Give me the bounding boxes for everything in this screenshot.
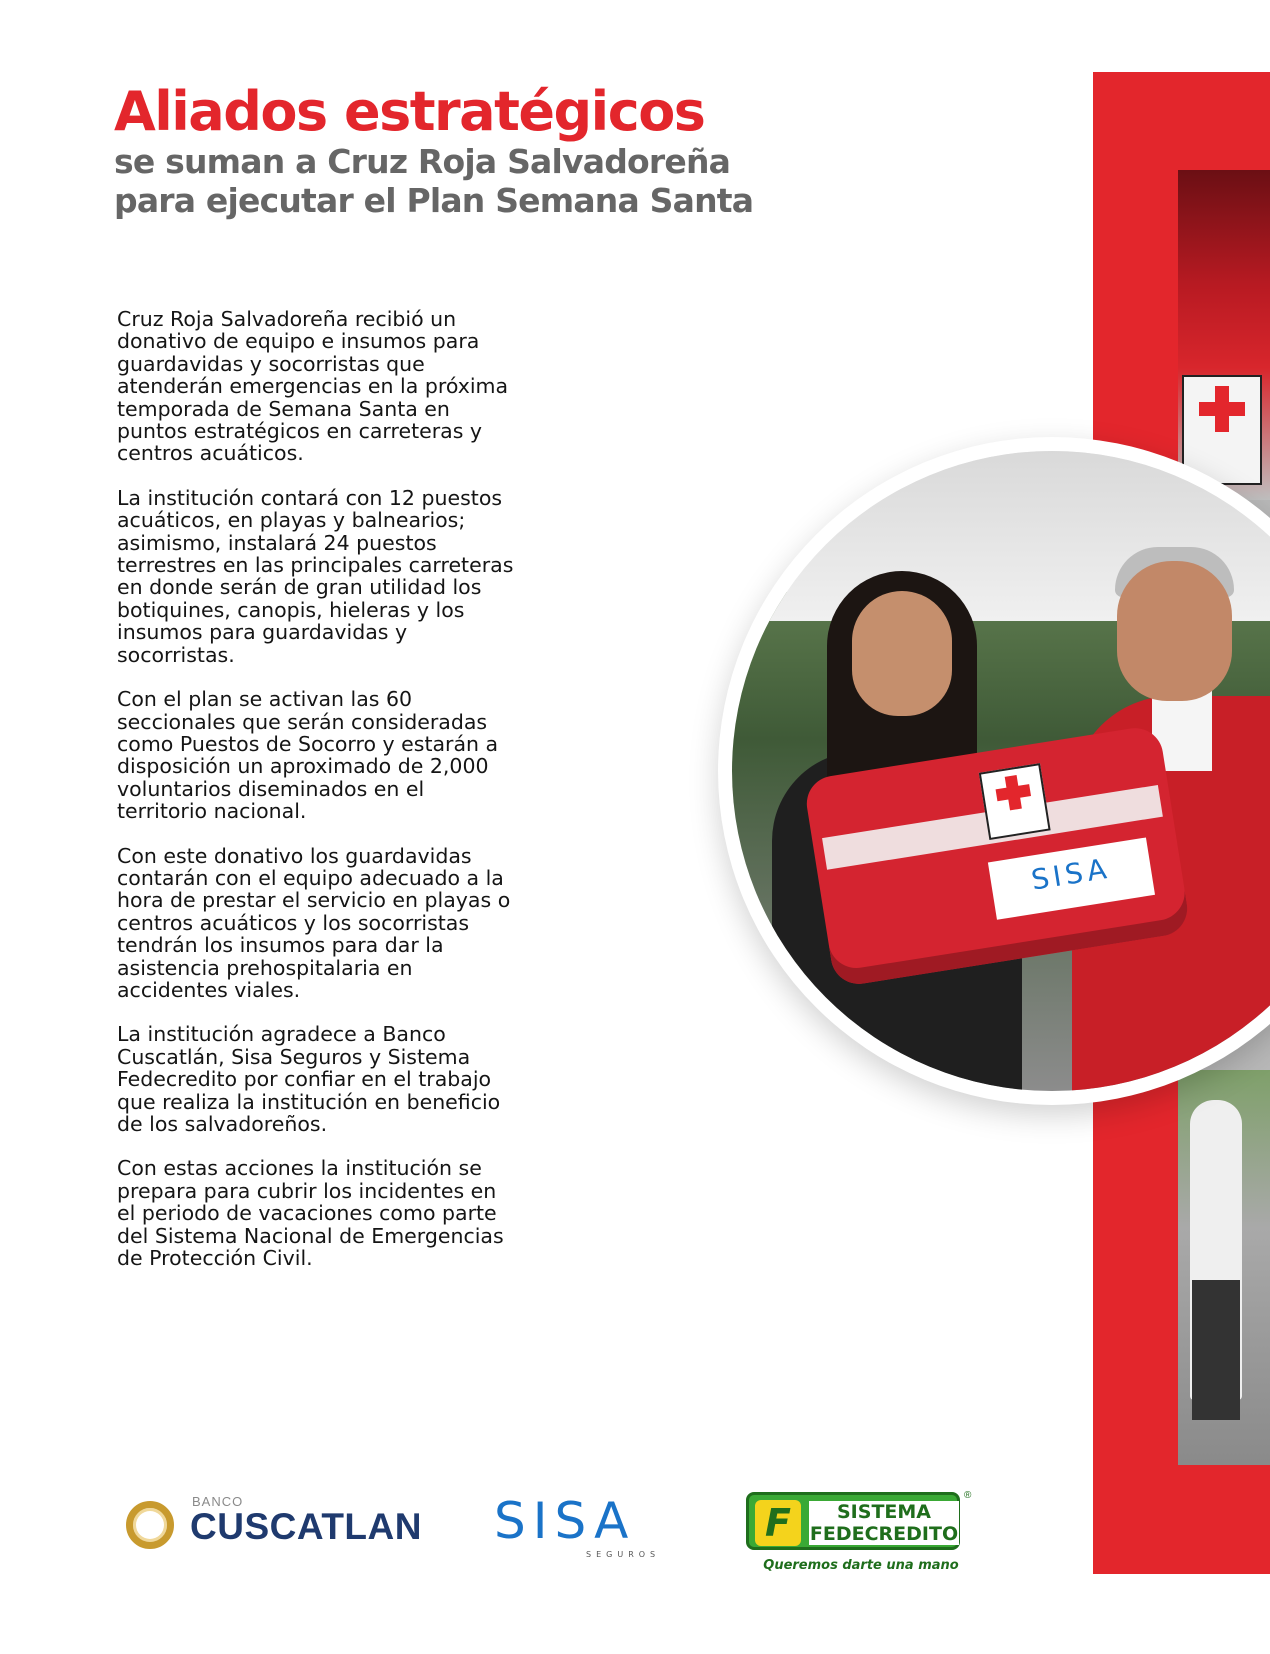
article-body <box>117 308 517 1291</box>
donation-photo-frame <box>718 437 1270 1105</box>
sponsor-logos <box>110 1480 990 1590</box>
sisa-subtext: SEGUROS <box>586 1550 661 1559</box>
fedecredito-line-2: FEDECREDITO <box>809 1523 959 1545</box>
cuscatlan-wordmark: CUSCATLAN <box>190 1506 422 1547</box>
article-paragraph: Con el plan se activan las 60 seccionales que serán consideradas como Puestos de Socorro y estarán a disposición un aproximado de 2,000 voluntarios diseminados en el territorio nacional. <box>117 687 499 824</box>
article-paragraph: La institución agradece a Banco Cuscatlán, Sisa Seguros y Sistema Fedecredito por confiar en el trabajo que realiza la institución en beneficio de los salvadoreños. <box>117 1022 501 1136</box>
registered-icon: ® <box>964 1490 972 1501</box>
photo-woman-face <box>852 591 952 716</box>
page-subtitle-line-2: para ejecutar el Plan Semana Santa <box>114 181 754 220</box>
page-title: Aliados estratégicos <box>114 80 705 143</box>
article-paragraph: La institución contará con 12 puestos acuáticos, en playas y balnearios; asimismo, instalará 24 puestos terrestres en las principales carreteras en donde serán de gran utilidad los botiquines, canopis, hieleras y los insumos para guardavidas y socorristas. <box>117 485 514 667</box>
strip-volunteer-legs <box>1192 1280 1240 1420</box>
bag-sponsor-label: SISA <box>988 837 1155 919</box>
sistema-fedecredito-logo <box>746 1492 976 1578</box>
photo-man-face <box>1117 561 1232 701</box>
headline <box>114 82 794 220</box>
banco-cuscatlan-logo <box>126 1494 456 1554</box>
sisa-wordmark: SISA <box>494 1492 636 1550</box>
sisa-seguros-logo <box>494 1494 684 1564</box>
fedecredito-wordmark <box>809 1501 959 1545</box>
article-paragraph: Con estas acciones la institución se prepara para cubrir los incidentes en el periodo de vacaciones como parte del Sistema Nacional de Emergencias de Protección Civil. <box>117 1156 504 1271</box>
cuscatlan-small-text: BANCO <box>192 1494 244 1509</box>
cuscatlan-ring-icon <box>126 1501 174 1549</box>
article-paragraph: Cruz Roja Salvadoreña recibió un donativo de equipo e insumos para guardavidas y socorristas que atenderán emergencias en la próxima temporada de Semana Santa en puntos estratégicos en carreteras y centros acuáticos. <box>117 307 509 466</box>
red-cross-icon-bar <box>1199 402 1245 416</box>
page-subtitle-line-1: se suman a Cruz Roja Salvadoreña <box>114 142 731 181</box>
article-paragraph: Con este donativo los guardavidas contarán con el equipo adecuado a la hora de prestar el servicio en playas o centros acuáticos y los socorristas tendrán los insumos para dar la asistencia prehospitalaria en accidentes viales. <box>117 843 511 1002</box>
fedecredito-line-1: SISTEMA <box>837 1501 931 1523</box>
fedecredito-badge <box>746 1492 960 1550</box>
donation-photo <box>732 451 1270 1091</box>
fedecredito-mark-icon: F <box>755 1500 801 1546</box>
fedecredito-tagline: Queremos darte una mano <box>763 1558 959 1573</box>
